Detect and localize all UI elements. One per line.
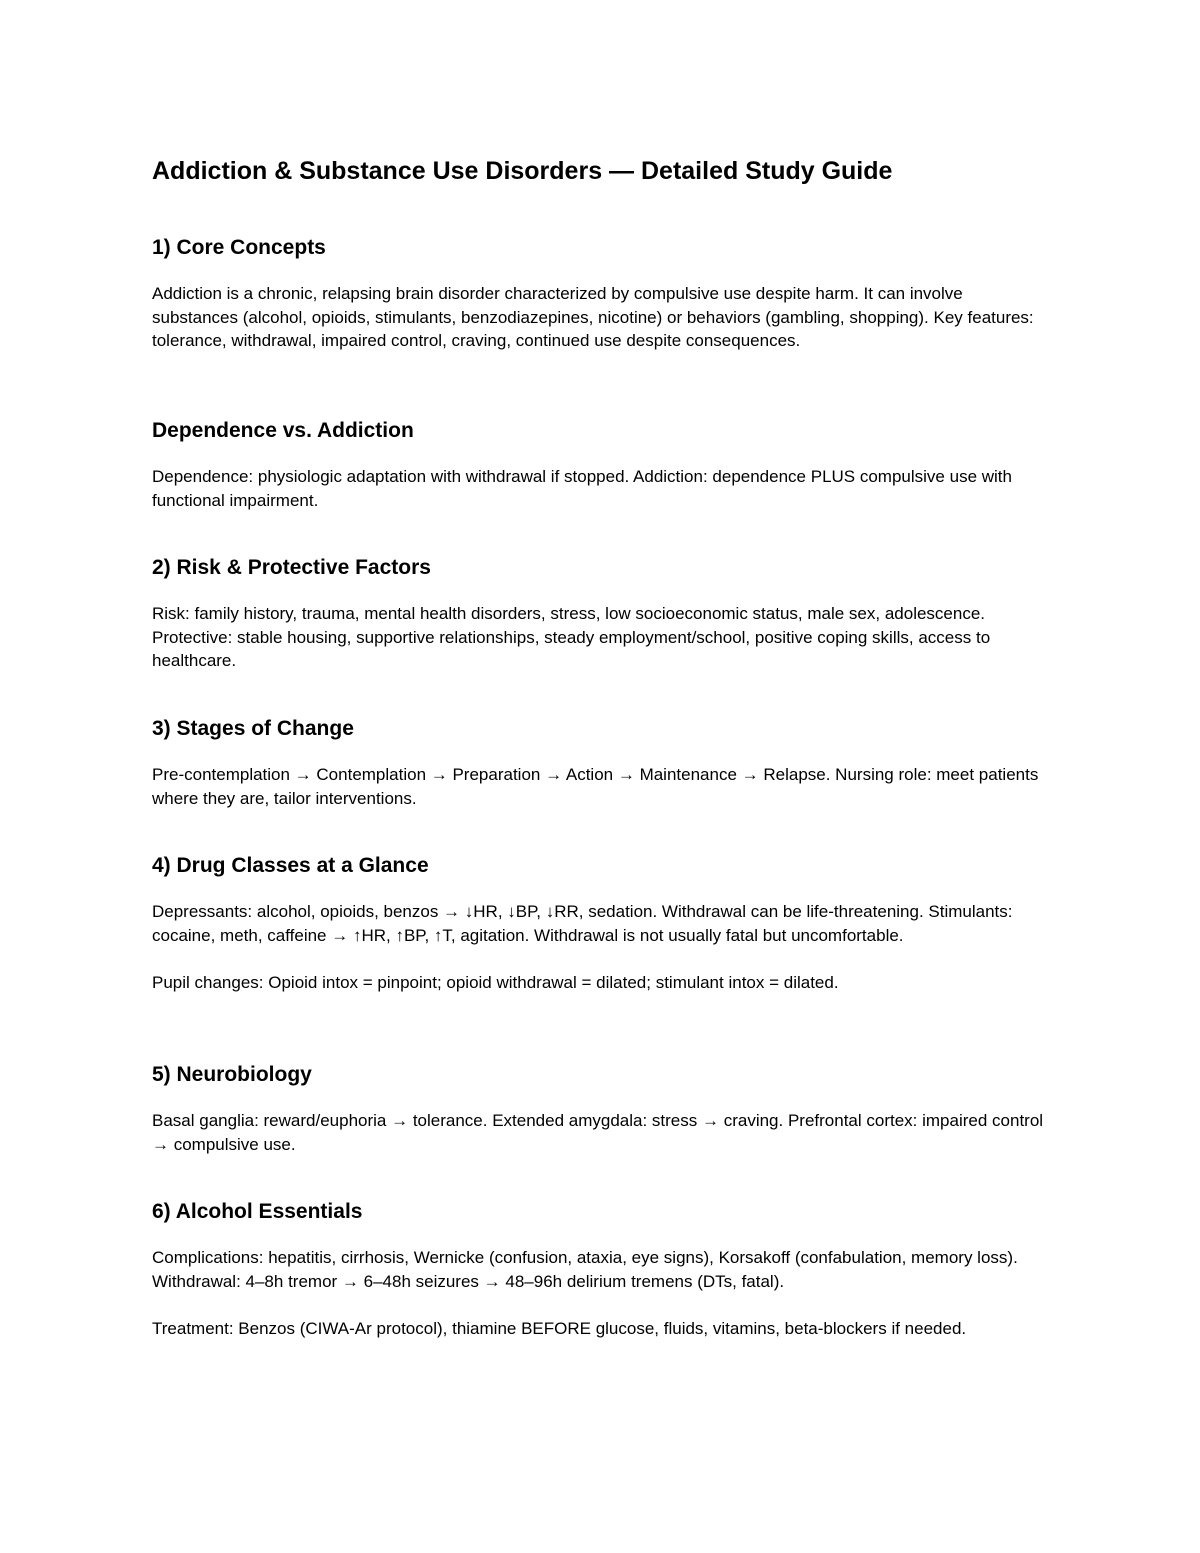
section-neurobiology xyxy=(152,1061,1052,1156)
section-core-concepts xyxy=(152,234,1052,353)
section-paragraph: Treatment: Benzos (CIWA-Ar protocol), thiamine BEFORE glucose, fluids, vitamins, beta-blockers if needed. xyxy=(152,1319,967,1338)
section-heading: 1) Core Concepts xyxy=(152,236,326,259)
section-heading: 2) Risk & Protective Factors xyxy=(152,556,431,579)
section-paragraph: Pre-contemplation → Contemplation → Preparation → Action → Maintenance → Relapse. Nursing role: meet patients where they are, tailor interventions. xyxy=(152,765,1039,808)
section-stages-of-change xyxy=(152,715,1052,810)
section-heading: 4) Drug Classes at a Glance xyxy=(152,854,429,877)
section-risk-protective-factors xyxy=(152,554,1052,673)
section-heading: 3) Stages of Change xyxy=(152,717,354,740)
page-title: Addiction & Substance Use Disorders — Detailed Study Guide xyxy=(152,157,893,185)
section-paragraph: Risk: family history, trauma, mental health disorders, stress, low socioeconomic status, male sex, adolescence. Protective: stable housing, supportive relationships, steady employment/school, positive coping skills, access to healthcare. xyxy=(152,604,991,670)
section-paragraph: Pupil changes: Opioid intox = pinpoint; opioid withdrawal = dilated; stimulant intox = dilated. xyxy=(152,973,839,992)
section-heading: 5) Neurobiology xyxy=(152,1063,312,1086)
section-paragraph: Basal ganglia: reward/euphoria → tolerance. Extended amygdala: stress → craving. Prefrontal cortex: impaired control → compulsive use. xyxy=(152,1111,1044,1154)
section-heading: 6) Alcohol Essentials xyxy=(152,1200,363,1223)
section-drug-classes xyxy=(152,852,1052,995)
section-paragraph: Addiction is a chronic, relapsing brain disorder characterized by compulsive use despite harm. It can involve substances (alcohol, opioids, stimulants, benzodiazepines, nicotine) or behaviors (gambling, shopping). Key features: tolerance, withdrawal, impaired control, craving, continued use despite consequences. xyxy=(152,284,1034,350)
section-heading: Dependence vs. Addiction xyxy=(152,419,414,442)
section-alcohol-essentials xyxy=(152,1198,1052,1341)
section-paragraph: Complications: hepatitis, cirrhosis, Wernicke (confusion, ataxia, eye signs), Korsakoff (confabulation, memory loss). Withdrawal: 4–8h tremor → 6–48h seizures → 48–96h delirium tremens (DTs, fatal). xyxy=(152,1248,1018,1291)
section-paragraph: Dependence: physiologic adaptation with withdrawal if stopped. Addiction: dependence PLUS compulsive use with functional impairment. xyxy=(152,467,1012,510)
section-paragraph: Depressants: alcohol, opioids, benzos → ↓HR, ↓BP, ↓RR, sedation. Withdrawal can be life-threatening. Stimulants: cocaine, meth, caffeine → ↑HR, ↑BP, ↑T, agitation. Withdrawal is not usually fatal but uncomfortable. xyxy=(152,902,1013,945)
section-dependence-vs-addiction xyxy=(152,417,1052,512)
